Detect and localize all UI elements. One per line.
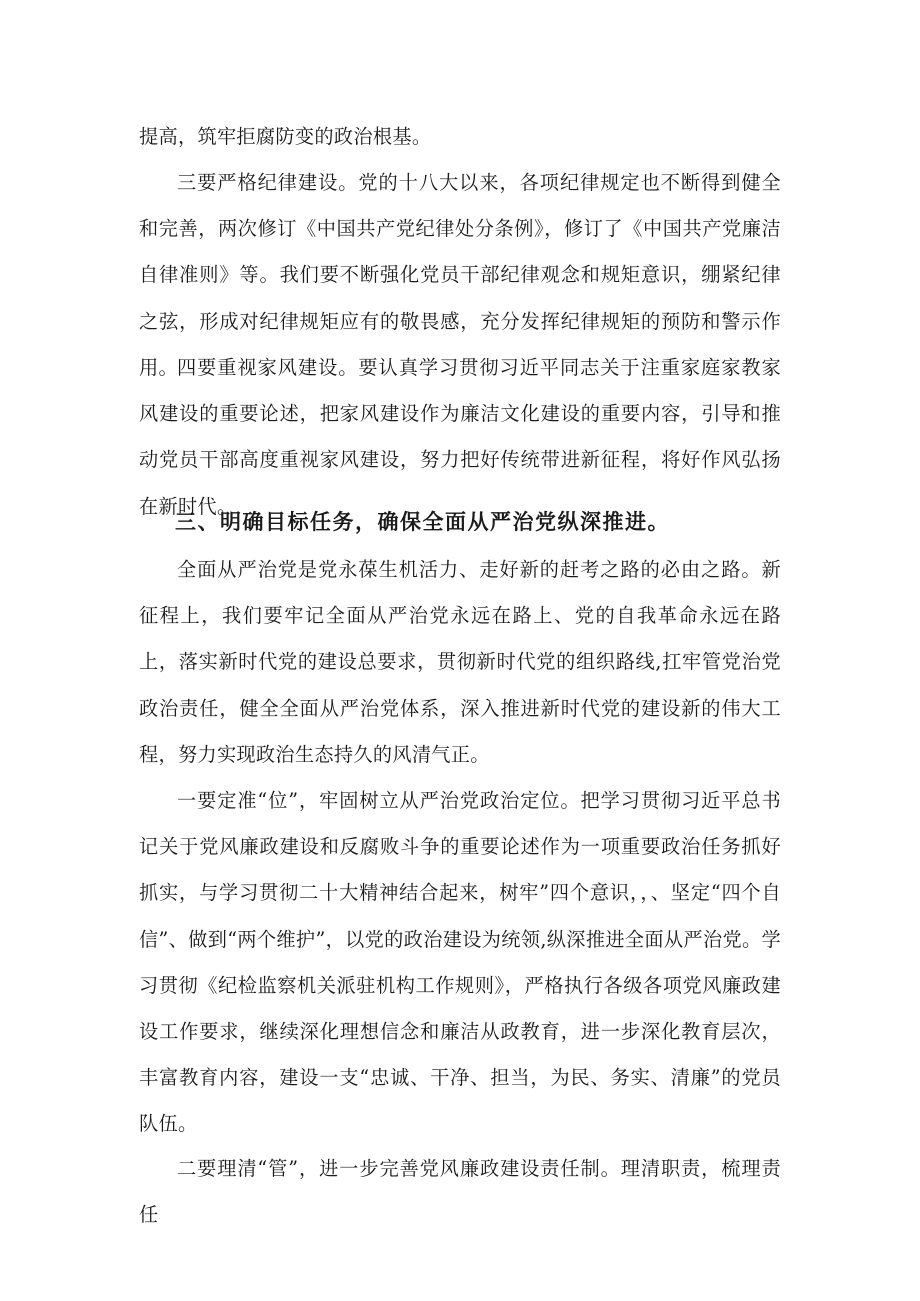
paragraph-section-intro: 全面从严治党是党永葆生机活力、走好新的赶考之路的必由之路。新征程上，我们要牢记全面从严治党永远在路上、党的自我革命永远在路上，落实新时代党的建设总要求，贯彻新时代党的组织路线,扛牢管党治党政治责任，健全全面从严治党体系，深入推进新时代党的建设新的伟大工程，努力实现政治生态持久的风清气正。: [139, 558, 781, 766]
paragraph-political-position: 一要定准“位”，牢固树立从严治党政治定位。把学习贯彻习近平总书记关于党风廉政建设和反腐败斗争的重要论述作为一项重要政治任务抓好抓实，与学习贯彻二十大精神结合起来，树牢”四个意识，，、坚定“四个自信”、做到“两个维护”，以党的政治建设为统领,纵深推进全面从严治党。学习贯彻《纪检监察机关派驻机构工作规则》，严格执行各级各项党风廉政建设工作要求，继续深化理想信念和廉洁从政教育，进一步深化教育层次，丰富教育内容，建设一支“忠诚、干净、担当，为民、务实、清廉”的党员队伍。: [139, 789, 781, 1136]
section-heading: 三、明确目标任务，确保全面从严治党纵深推进。: [175, 510, 670, 534]
paragraph-continuation: 提高，筑牢拒腐防变的政治根基。: [139, 125, 432, 148]
paragraph-responsibility-system: 二要理清“管”，进一步完善党风廉政建设责任制。理清职责，梳理责任: [139, 1157, 781, 1227]
paragraph-family-style-building: 四要重视家风建设。要认真学习贯彻习近平同志关于注重家庭家教家风建设的重要论述，把家风建设作为廉洁文化建设的重要内容，引导和推动党员干部高度重视家风建设，努力把好传统带进新征程，将好作风弘扬在新时代。: [139, 356, 781, 518]
paragraph-discipline-building: 三要严格纪律建设。党的十八大以来，各项纪律规定也不断得到健全和完善，两次修订《中国共产党纪律处分条例》，修订了《中国共产党廉洁自律准则》等。我们要不断强化党员干部纪律观念和规矩意识，绷紧纪律之弦，形成对纪律规矩应有的敬畏感，充分发挥纪律规矩的预防和警示作用。: [139, 171, 781, 379]
